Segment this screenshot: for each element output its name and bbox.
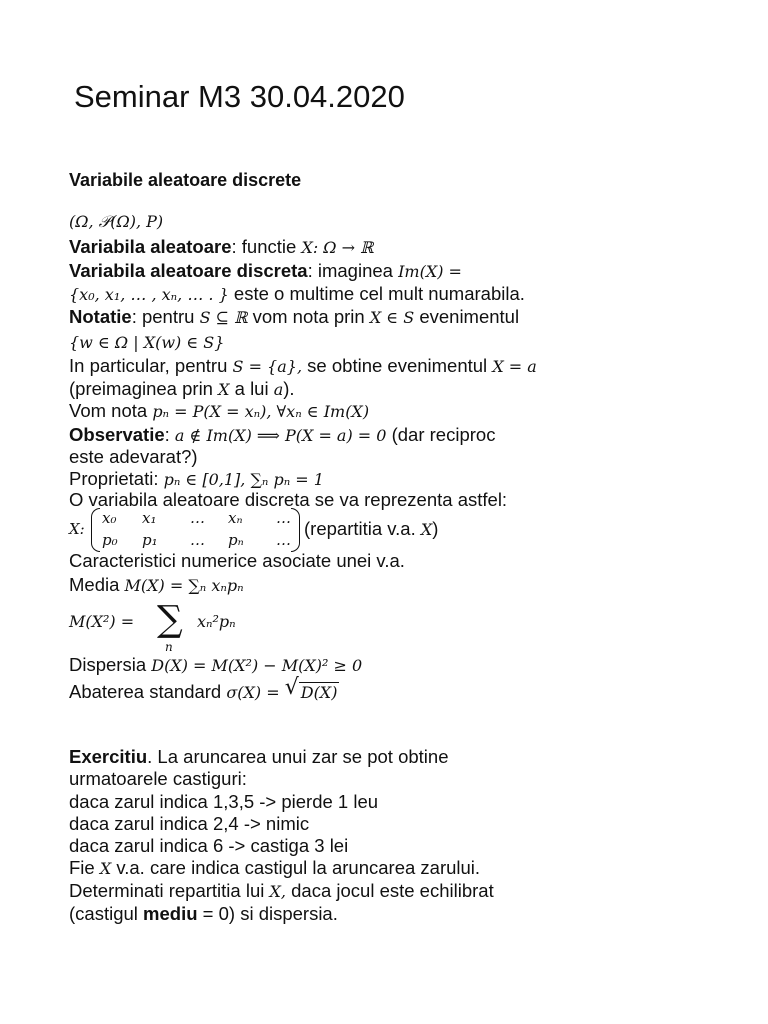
pn-definition-line: Vom nota pₙ = P(X = xₙ), ∀xₙ ∈ Im(X) <box>69 400 370 421</box>
variance-line: Dispersia D(X) = M(X²) − M(X)² ≥ 0 <box>69 654 363 675</box>
image-set-line: {x₀, x₁, … , xₙ, … . } este o multime cel mult numarabila. <box>69 283 525 304</box>
radical-symbol: √ <box>284 675 299 700</box>
section-heading: Variabile aleatoare discrete <box>69 170 302 190</box>
particular-case-line: In particular, pentru S = {a}, se obtine evenimentul X = a <box>69 355 537 376</box>
matrix-cell: x₀ <box>102 509 117 527</box>
distribution-matrix <box>69 508 489 552</box>
right-parenthesis <box>291 508 300 552</box>
exercise-line-8: (castigul mediu = 0) si dispersia. <box>69 903 338 924</box>
matrix-cell: pₙ <box>228 531 244 549</box>
matrix-cell: … <box>190 509 205 527</box>
event-set: {w ∈ Ω | X(w) ∈ S} <box>69 333 225 352</box>
observation-continuation: este adevarat?) <box>69 446 198 467</box>
exercise-line-7: Determinati repartitia lui X, daca jocul este echilibrat <box>69 880 494 901</box>
properties-line: Proprietati: pₙ ∈ [0,1], ∑ₙ pₙ = 1 <box>69 468 324 489</box>
sum-index: n <box>165 640 173 654</box>
exercise-line-6: Fie X v.a. care indica castigul la aruncarea zarului. <box>69 857 481 878</box>
exercise-line-4: daca zarul indica 2,4 -> nimic <box>69 813 310 834</box>
exercise-line-2: urmatoarele castiguri: <box>69 768 247 789</box>
page-title: Seminar M3 30.04.2020 <box>74 79 405 114</box>
sigma-symbol: ∑ <box>157 599 183 640</box>
matrix-cell: p₀ <box>102 531 118 549</box>
matrix-cell: xₙ <box>228 509 243 527</box>
notation-line: Notatie: pentru S ⊆ ℝ vom nota prin X ∈ S evenimentul <box>69 306 520 327</box>
probability-space: (Ω, 𝒫(Ω), P) <box>69 212 164 231</box>
exercise-line-1: Exercitiu. La aruncarea unui zar se pot obtine <box>69 746 449 767</box>
definition-random-variable: Variabila aleatoare: functie X: Ω → ℝ <box>69 236 374 257</box>
matrix-cell: … <box>276 509 291 527</box>
exercise-line-3: daca zarul indica 1,3,5 -> pierde 1 leu <box>69 791 379 812</box>
second-moment-formula: M(X²) = ∑ n xₙ²pₙ <box>69 599 236 654</box>
matrix-cell: … <box>190 531 205 549</box>
observation-line: Observatie: a ∉ Im(X) ⟹ P(X = a) = 0 (dar reciproc <box>69 424 496 445</box>
distribution-note: (repartitia v.a. X) <box>304 518 439 539</box>
matrix-cell: … <box>276 531 291 549</box>
representation-line: O variabila aleatoare discreta se va reprezenta astfel: <box>69 489 508 510</box>
standard-deviation-line: Abaterea standard σ(X) = √ D(X) <box>69 675 338 702</box>
exercise-line-5: daca zarul indica 6 -> castiga 3 lei <box>69 835 349 856</box>
mean-line: Media M(X) = ∑ₙ xₙpₙ <box>69 574 244 595</box>
left-parenthesis <box>91 508 100 552</box>
preimage-line: (preimaginea prin X a lui a). <box>69 378 295 399</box>
matrix-cell: p₁ <box>142 531 158 549</box>
numeric-characteristics-line: Caracteristici numerice asociate unei v.a. <box>69 550 405 571</box>
definition-discrete-random-variable: Variabila aleatoare discreta: imaginea Im(X) = <box>69 260 462 281</box>
matrix-lhs: X: <box>69 520 85 538</box>
matrix-cell: x₁ <box>142 509 157 527</box>
